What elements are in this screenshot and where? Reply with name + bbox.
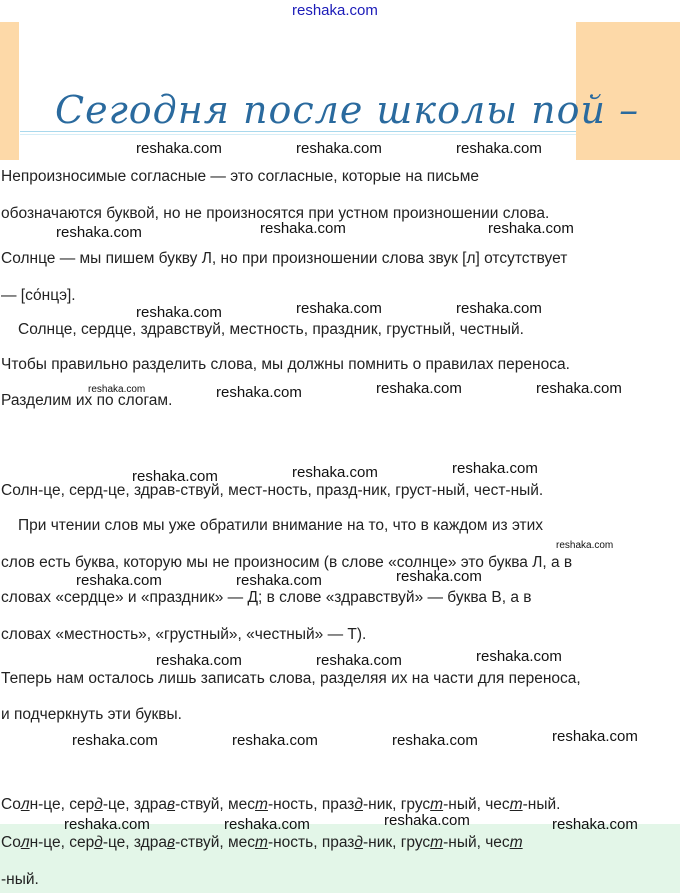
watermark: reshaka.com [476,648,562,665]
watermark: reshaka.com [260,220,346,237]
watermark: reshaka.com [488,220,574,237]
site-header-link[interactable]: reshaka.com [292,2,378,19]
word-list: Солнце, сердце, здравствуй, местность, праздник, грустный, честный. [18,321,524,338]
paragraph-line: Разделим их по слогам. [1,392,173,409]
watermark: reshaka.com [296,140,382,157]
answer-line-2-continued: -ный. [1,871,39,888]
unpronounced-letter: л [20,834,30,851]
watermark-small: reshaka.com [556,540,614,551]
unpronounced-letter: т [509,796,523,813]
watermark: reshaka.com [72,732,158,749]
watermark: reshaka.com [292,464,378,481]
unpronounced-letter: л [20,796,30,813]
watermark: reshaka.com [216,384,302,401]
answer-text: н-це, сер [29,834,95,851]
paragraph-line: словах «сердце» и «праздник» — Д; в слове «здравствуй» — буква В, а в [1,589,532,606]
watermark: reshaka.com [232,732,318,749]
watermark: reshaka.com [552,728,638,745]
answer-text: -ник, грус [362,834,431,851]
paragraph-line: Солнце — мы пишем букву Л, но при произношении слова звук [л] отсутствует [1,250,568,267]
answer-text: Со [1,796,21,813]
watermark: reshaka.com [64,816,150,833]
watermark: reshaka.com [156,652,242,669]
paragraph-line: Теперь нам осталось лишь записать слова, разделяя их на части для переноса, [1,670,581,687]
watermark: reshaka.com [452,460,538,477]
answer-line-1 [1,796,560,814]
answer-text: -це, здра [102,834,167,851]
watermark: reshaka.com [76,572,162,589]
answer-text: -ствуй, мес [175,834,256,851]
header-script-text: Сегодня после школы пой – [55,88,640,132]
answer-text: -ный, чес [443,796,510,813]
answer-text: -ный. [522,796,561,813]
paragraph-line: словах «местность», «грустный», «честный» — Т). [1,626,367,643]
syllable-division: Солн-це, серд-це, здрав-ствуй, мест-ность, празд-ник, груст-ный, чест-ный. [1,482,544,499]
unpronounced-letter: т [430,796,444,813]
watermark: reshaka.com [396,568,482,585]
header-decoration-left [0,22,19,160]
unpronounced-letter: т [255,796,268,813]
unpronounced-letter: д [94,796,103,813]
answer-text: Со [1,834,21,851]
watermark: reshaka.com [132,468,218,485]
answer-text: н-це, сер [29,796,95,813]
answer-text: -ный, чес [443,834,510,851]
unpronounced-letter: в [166,834,176,851]
watermark: reshaka.com [136,304,222,321]
watermark: reshaka.com [384,812,470,829]
watermark: reshaka.com [456,140,542,157]
watermark: reshaka.com [236,572,322,589]
watermark: reshaka.com [536,380,622,397]
watermark: reshaka.com [316,652,402,669]
watermark: reshaka.com [552,816,638,833]
unpronounced-letter: д [94,834,103,851]
unpronounced-letter: в [166,796,176,813]
watermark: reshaka.com [376,380,462,397]
paragraph-line: При чтении слов мы уже обратили внимание на то, что в каждом из этих [18,517,544,534]
paragraph-line: Непроизносимые согласные — это согласные, которые на письме [1,168,479,185]
unpronounced-letter: д [354,834,363,851]
watermark: reshaka.com [392,732,478,749]
paragraph-line: и подчеркнуть эти буквы. [1,706,182,723]
paragraph-line: слов есть буква, которую мы не произносим (в слове «солнце» это буква Л, а в [1,554,573,571]
paragraph-line: Чтобы правильно разделить слова, мы должны помнить о правилах переноса. [1,356,570,373]
answer-text: -ность, праз [267,796,355,813]
header-rule-light [20,134,576,135]
watermark: reshaka.com [224,816,310,833]
answer-line-2 [1,834,523,852]
answer-text: -ность, праз [267,834,355,851]
unpronounced-letter: д [354,796,363,813]
unpronounced-letter: т [430,834,444,851]
watermark: reshaka.com [296,300,382,317]
unpronounced-letter: т [255,834,268,851]
watermark: reshaka.com [456,300,542,317]
answer-text: -ствуй, мес [175,796,256,813]
watermark: reshaka.com [136,140,222,157]
unpronounced-letter: т [509,834,523,851]
watermark-small: reshaka.com [88,384,146,395]
paragraph-line: — [со́нцэ]. [1,287,76,304]
answer-text: -це, здра [102,796,167,813]
watermark: reshaka.com [56,224,142,241]
answer-text: -ник, грус [362,796,431,813]
paragraph-line: обозначаются буквой, но не произносятся при устном произношении слова. [1,205,550,222]
